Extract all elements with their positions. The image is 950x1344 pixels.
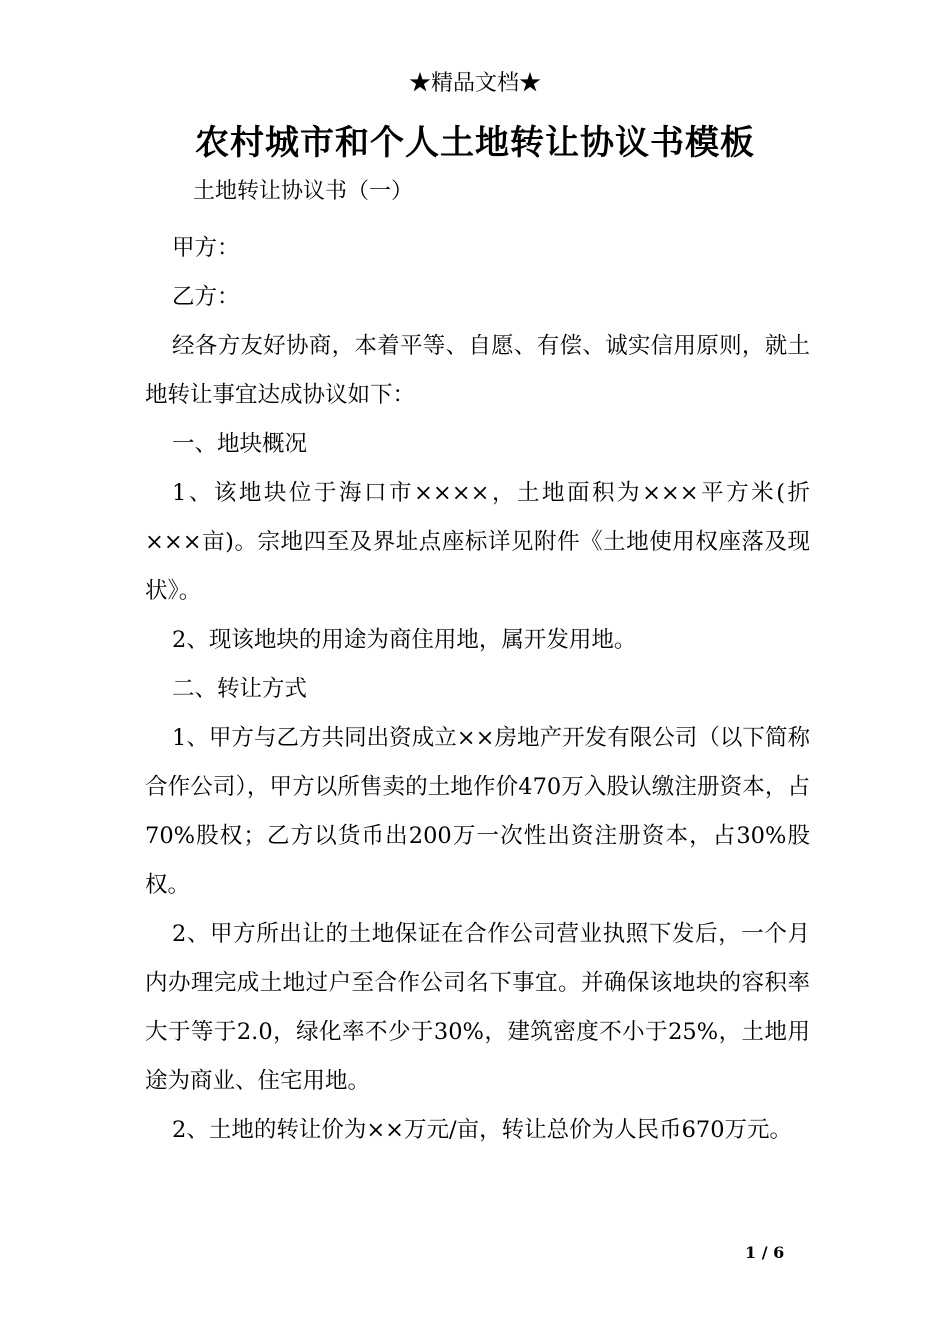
party-b-line: 乙方： [172, 284, 240, 310]
header-mark: ★精品文档★ [408, 71, 541, 96]
clause-plot-usage: 2、现该地块的用途为商住用地，属开发用地。 [172, 627, 637, 653]
document-body [145, 224, 810, 1155]
clause-land-transfer-conditions: 2、甲方所出让的土地保证在合作公司营业执照下发后，一个月内办理完成土地过户至合作公司名下事宜。并确保该地块的容积率大于等于2.0，绿化率不少于30%，建筑密度不小于25%，土地用途为商业、住宅用地。 [145, 921, 810, 1094]
document-title: 农村城市和个人土地转让协议书模板 [195, 123, 755, 163]
party-a-line: 甲方： [172, 235, 240, 261]
clause-plot-location: 1、该地块位于海口市××××，土地面积为×××平方米(折×××亩)。宗地四至及界址点座标详见附件《土地使用权座落及现状》。 [145, 480, 810, 604]
clause-joint-venture: 1、甲方与乙方共同出资成立××房地产开发有限公司（以下简称合作公司），甲方以所售卖的土地作价470万入股认缴注册资本，占70%股权；乙方以货币出200万一次性出资注册资本，占30%股权。 [145, 725, 810, 898]
clause-transfer-price: 2、土地的转让价为××万元/亩，转让总价为人民币670万元。 [172, 1117, 793, 1143]
document-subtitle: 土地转让协议书（一） [193, 179, 414, 204]
section-heading-transfer-method: 二、转让方式 [172, 676, 308, 702]
preamble-paragraph: 经各方友好协商，本着平等、自愿、有偿、诚实信用原则，就土地转让事宜达成协议如下： [145, 333, 810, 408]
page-number: 1 / 6 [745, 1243, 785, 1262]
section-heading-plot-overview: 一、地块概况 [172, 431, 308, 457]
